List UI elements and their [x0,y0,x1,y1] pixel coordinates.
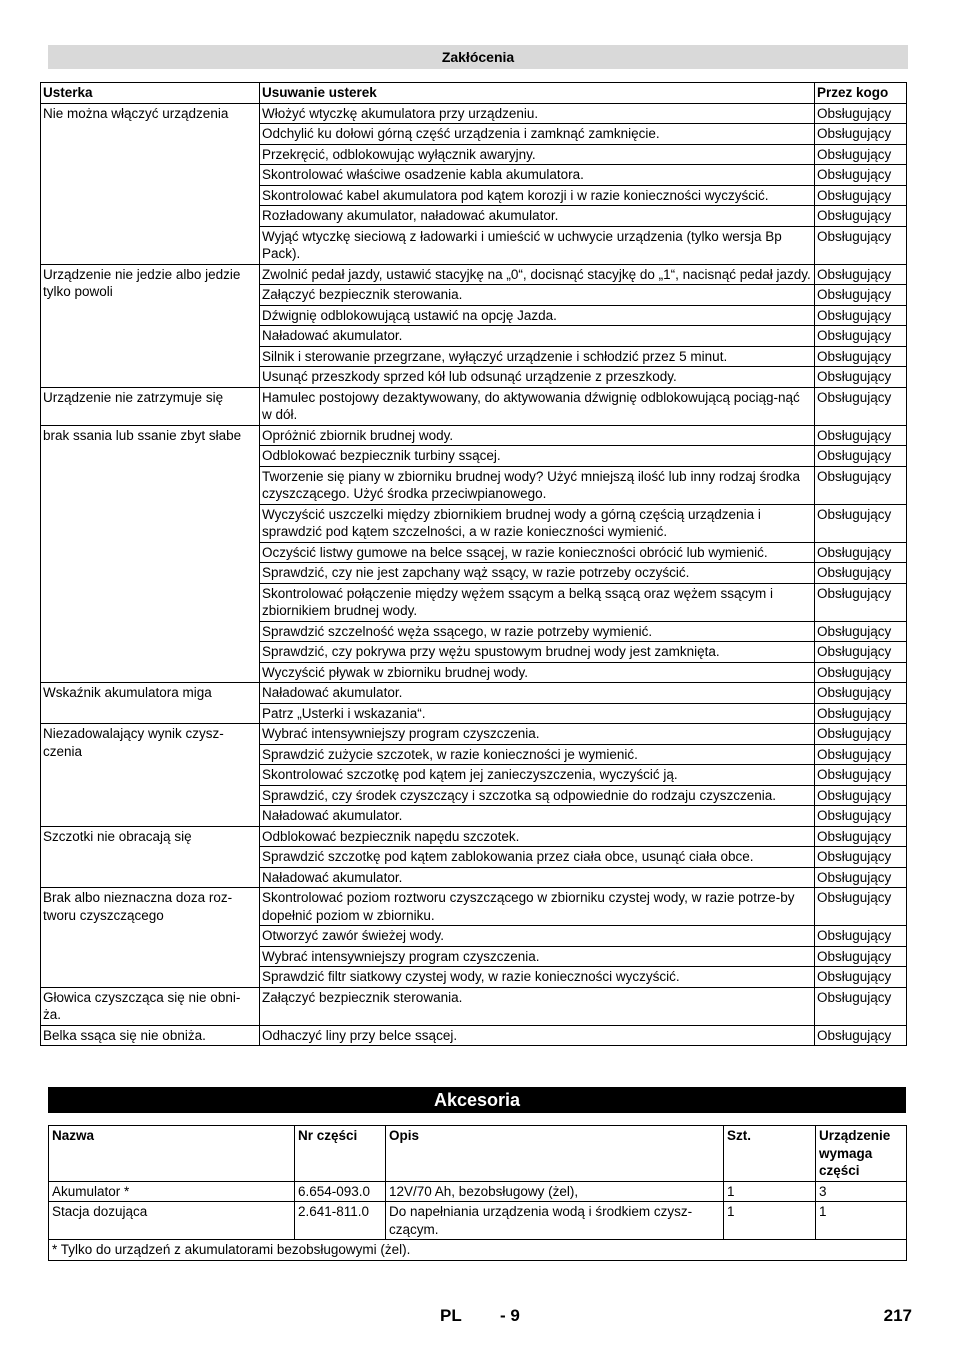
fault-cell: Urządzenie nie zatrzymuje się [41,387,260,425]
remedy-cell: Usunąć przeszkody sprzed kół lub odsunąć urządzenie z przeszkody. [260,367,815,388]
responsible-cell: Obsługujący [815,103,907,124]
remedy-cell: Załączyć bezpiecznik sterowania. [260,285,815,306]
remedy-cell: Sprawdzić zużycie szczotek, w razie konieczności je wymienić. [260,744,815,765]
responsible-cell: Obsługujący [815,642,907,663]
header-required: Urządzenie wymaga części [816,1126,907,1182]
responsible-cell: Obsługujący [815,867,907,888]
responsible-cell: Obsługujący [815,326,907,347]
fault-cell: Niezadowalający wynik czysz-czenia [41,724,260,827]
remedy-cell: Włożyć wtyczkę akumulatora przy urządzeniu. [260,103,815,124]
remedy-cell: Odblokować bezpiecznik turbiny ssącej. [260,446,815,467]
table-row [41,103,907,124]
header-qty: Szt. [724,1126,816,1182]
remedy-cell: Skontrolować szczotkę pod kątem jej zanieczyszczenia, wyczyścić ją. [260,765,815,786]
responsible-cell: Obsługujący [815,987,907,1025]
remedy-cell: Patrz „Usterki i wskazania“. [260,703,815,724]
faults-section-title: Zakłócenia [48,45,908,69]
remedy-cell: Sprawdzić szczotkę pod kątem zablokowania przez ciała obce, usunąć ciała obce. [260,847,815,868]
accessory-qty: 1 [724,1202,816,1240]
remedy-cell: Sprawdzić szczelność węża ssącego, w razie potrzeby wymienić. [260,621,815,642]
responsible-cell: Obsługujący [815,826,907,847]
accessories-header-row [49,1126,907,1182]
responsible-cell: Obsługujący [815,946,907,967]
table-row [41,826,907,847]
remedy-cell: Skontrolować właściwe osadzenie kabla akumulatora. [260,165,815,186]
footer-page-local: - 9 [500,1306,520,1325]
header-name: Nazwa [49,1126,295,1182]
remedy-cell: Hamulec postojowy dezaktywowany, do aktywowania dźwignię odblokowującą pociąg-nąć w dół. [260,387,815,425]
remedy-cell: Przekręcić, odblokowując wyłącznik awaryjny. [260,144,815,165]
header-by-whom: Przez kogo [815,83,907,104]
fault-cell: Szczotki nie obracają się [41,826,260,888]
responsible-cell: Obsługujący [815,346,907,367]
table-row [41,425,907,446]
responsible-cell: Obsługujący [815,662,907,683]
fault-cell: Belka ssąca się nie obniża. [41,1025,260,1046]
table-row [41,387,907,425]
responsible-cell: Obsługujący [815,185,907,206]
responsible-cell: Obsługujący [815,765,907,786]
responsible-cell: Obsługujący [815,466,907,504]
remedy-cell: Sprawdzić filtr siatkowy czystej wody, w razie konieczności wyczyścić. [260,967,815,988]
remedy-cell: Skontrolować poziom roztworu czyszczącego w zbiorniku czystej wody, w razie potrze-by dopełnić poziom w zbiorniku. [260,888,815,926]
remedy-cell: Zwolnić pedał jazdy, ustawić stacyjkę na „0“, docisnąć stacyjkę do „1“, nacisnąć pedał jazdy. [260,264,815,285]
footer-page-number: 217 [883,1306,912,1325]
remedy-cell: Oczyścić listwy gumowe na belce ssącej, w razie konieczności obrócić lub wymienić. [260,542,815,563]
responsible-cell: Obsługujący [815,703,907,724]
remedy-cell: Odchylić ku dołowi górną część urządzenia i zamknąć zamknięcie. [260,124,815,145]
footer-language: PL [440,1306,462,1325]
table-row [41,264,907,285]
remedy-cell: Odhaczyć liny przy belce ssącej. [260,1025,815,1046]
responsible-cell: Obsługujący [815,785,907,806]
remedy-cell: Sprawdzić, czy nie jest zapchany wąż ssący, w razie potrzeby oczyścić. [260,563,815,584]
responsible-cell: Obsługujący [815,542,907,563]
fault-cell: Nie można włączyć urządzenia [41,103,260,264]
accessory-desc: 12V/70 Ah, bezobsługowy (żel), [386,1181,724,1202]
accessories-section-title: Akcesoria [48,1087,906,1113]
remedy-cell: Sprawdzić, czy środek czyszczący i szczotka są odpowiednie do rodzaju czyszczenia. [260,785,815,806]
responsible-cell: Obsługujący [815,504,907,542]
accessory-desc: Do napełniania urządzenia wodą i środkiem czysz-czącym. [386,1202,724,1240]
responsible-cell: Obsługujący [815,967,907,988]
responsible-cell: Obsługujący [815,305,907,326]
responsible-cell: Obsługujący [815,621,907,642]
remedy-cell: Naładować akumulator. [260,867,815,888]
table-row [41,888,907,926]
header-part-no: Nr części [295,1126,386,1182]
accessory-required: 1 [816,1202,907,1240]
responsible-cell: Obsługujący [815,285,907,306]
remedy-cell: Wyjąć wtyczkę sieciową z ładowarki i umieścić w uchwycie urządzenia (tylko wersja Bp Pack). [260,226,815,264]
fault-cell: Brak albo nieznaczna doza roz-tworu czyszczącego [41,888,260,988]
accessories-table [48,1125,907,1261]
responsible-cell: Obsługujący [815,387,907,425]
remedy-cell: Rozładowany akumulator, naładować akumulator. [260,206,815,227]
header-fault: Usterka [41,83,260,104]
responsible-cell: Obsługujący [815,888,907,926]
responsible-cell: Obsługujący [815,847,907,868]
responsible-cell: Obsługujący [815,264,907,285]
fault-cell: Głowica czyszcząca się nie obni-ża. [41,987,260,1025]
accessory-part-no: 2.641-811.0 [295,1202,386,1240]
accessories-footnote: * Tylko do urządzeń z akumulatorami bezobsługowymi (żel). [49,1240,907,1261]
table-row [41,1025,907,1046]
responsible-cell: Obsługujący [815,124,907,145]
responsible-cell: Obsługujący [815,206,907,227]
remedy-cell: Naładować akumulator. [260,683,815,704]
remedy-cell: Wyczyścić pływak w zbiorniku brudnej wody. [260,662,815,683]
accessory-part-no: 6.654-093.0 [295,1181,386,1202]
responsible-cell: Obsługujący [815,446,907,467]
faults-body [41,103,907,1046]
footnote-row [49,1240,907,1261]
accessory-name: Akumulator * [49,1181,295,1202]
header-remedy: Usuwanie usterek [260,83,815,104]
faults-table [40,82,907,1046]
remedy-cell: Skontrolować kabel akumulatora pod kątem korozji i w razie konieczności wyczyścić. [260,185,815,206]
responsible-cell: Obsługujący [815,165,907,186]
remedy-cell: Wybrać intensywniejszy program czyszczenia. [260,724,815,745]
header-desc: Opis [386,1126,724,1182]
responsible-cell: Obsługujący [815,724,907,745]
accessory-qty: 1 [724,1181,816,1202]
accessory-required: 3 [816,1181,907,1202]
accessory-name: Stacja dozująca [49,1202,295,1240]
fault-cell: Wskaźnik akumulatora miga [41,683,260,724]
table-row [41,683,907,704]
remedy-cell: Naładować akumulator. [260,326,815,347]
remedy-cell: Naładować akumulator. [260,806,815,827]
responsible-cell: Obsługujący [815,425,907,446]
remedy-cell: Otworzyć zawór świeżej wody. [260,926,815,947]
remedy-cell: Sprawdzić, czy pokrywa przy wężu spustowym brudnej wody jest zamknięta. [260,642,815,663]
remedy-cell: Tworzenie się piany w zbiorniku brudnej wody? Użyć mniejszą ilość lub inny rodzaj środka czyszczącego. Użyć środka przeciwpianowego. [260,466,815,504]
responsible-cell: Obsługujący [815,144,907,165]
remedy-cell: Załączyć bezpiecznik sterowania. [260,987,815,1025]
remedy-cell: Dźwignię odblokowującą ustawić na opcję Jazda. [260,305,815,326]
table-row [41,724,907,745]
remedy-cell: Opróżnić zbiornik brudnej wody. [260,425,815,446]
remedy-cell: Wybrać intensywniejszy program czyszczenia. [260,946,815,967]
faults-header-row [41,83,907,104]
remedy-cell: Silnik i sterowanie przegrzane, wyłączyć urządzenie i schłodzić przez 5 minut. [260,346,815,367]
remedy-cell: Skontrolować połączenie między wężem ssącym a belką ssącą oraz wężem ssącym i zbiornikiem brudnej wody. [260,583,815,621]
responsible-cell: Obsługujący [815,563,907,584]
fault-cell: Urządzenie nie jedzie albo jedzie tylko powoli [41,264,260,387]
responsible-cell: Obsługujący [815,744,907,765]
responsible-cell: Obsługujący [815,806,907,827]
responsible-cell: Obsługujący [815,1025,907,1046]
table-row [49,1181,907,1202]
responsible-cell: Obsługujący [815,226,907,264]
remedy-cell: Odblokować bezpiecznik napędu szczotek. [260,826,815,847]
remedy-cell: Wyczyścić uszczelki między zbiornikiem brudnej wody a górną częścią urządzenia i sprawdzić pod kątem szczelności, a w razie konieczności wymienić. [260,504,815,542]
responsible-cell: Obsługujący [815,683,907,704]
table-row [49,1202,907,1240]
fault-cell: brak ssania lub ssanie zbyt słabe [41,425,260,683]
responsible-cell: Obsługujący [815,926,907,947]
table-row [41,987,907,1025]
responsible-cell: Obsługujący [815,583,907,621]
responsible-cell: Obsługujący [815,367,907,388]
